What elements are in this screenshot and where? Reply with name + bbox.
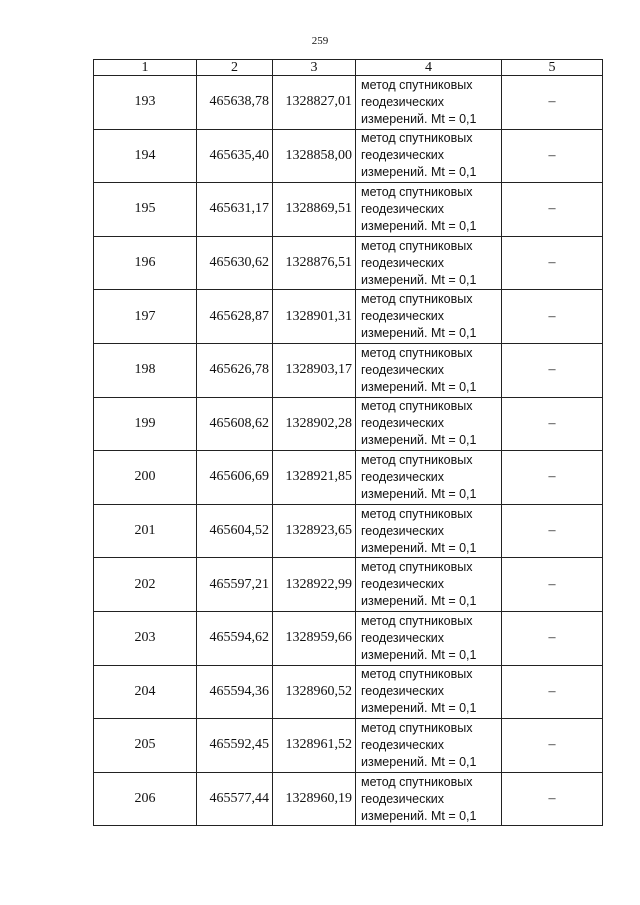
x-coordinate: 465608,62 [197,397,273,451]
method-line: измерений. Mt = 0,1 [361,379,477,394]
table-row [94,183,603,237]
method-description [356,129,502,183]
table-row [94,665,603,719]
note-cell: – [502,665,603,719]
point-number: 202 [94,558,197,612]
note-cell: – [502,397,603,451]
method-line: геодезических [361,523,445,538]
method-line: метод спутниковых [361,184,473,199]
method-description [356,343,502,397]
table-row [94,290,603,344]
method-line: измерений. Mt = 0,1 [361,647,477,662]
column-header-4: 4 [356,60,502,76]
method-line: метод спутниковых [361,345,473,360]
y-coordinate: 1328960,19 [273,772,356,826]
method-line: измерений. Mt = 0,1 [361,218,477,233]
x-coordinate: 465630,62 [197,236,273,290]
method-line: геодезических [361,94,445,109]
x-coordinate: 465592,45 [197,719,273,773]
table-row [94,236,603,290]
method-description [356,183,502,237]
method-line: геодезических [361,630,445,645]
x-coordinate: 465606,69 [197,451,273,505]
method-line: метод спутниковых [361,613,473,628]
method-line: метод спутниковых [361,399,473,414]
method-line: геодезических [361,309,445,324]
x-coordinate: 465638,78 [197,76,273,130]
method-line: метод спутниковых [361,292,473,307]
table-row [94,129,603,183]
table-body [94,76,603,826]
note-cell: – [502,451,603,505]
method-line: измерений. Mt = 0,1 [361,165,477,180]
y-coordinate: 1328876,51 [273,236,356,290]
note-cell: – [502,236,603,290]
note-cell: – [502,290,603,344]
x-coordinate: 465577,44 [197,772,273,826]
y-coordinate: 1328903,17 [273,343,356,397]
method-line: измерений. Mt = 0,1 [361,701,477,716]
table-row [94,451,603,505]
table-row [94,76,603,130]
method-line: измерений. Mt = 0,1 [361,754,477,769]
method-description [356,290,502,344]
x-coordinate: 465604,52 [197,504,273,558]
method-line: геодезических [361,469,445,484]
method-line: метод спутниковых [361,774,473,789]
point-number: 195 [94,183,197,237]
table-row [94,772,603,826]
y-coordinate: 1328902,28 [273,397,356,451]
point-number: 205 [94,719,197,773]
point-number: 194 [94,129,197,183]
point-number: 193 [94,76,197,130]
method-line: измерений. Mt = 0,1 [361,808,477,823]
coordinates-table [93,59,603,826]
method-line: геодезических [361,416,445,431]
method-line: геодезических [361,362,445,377]
point-number: 197 [94,290,197,344]
method-line: геодезических [361,737,445,752]
method-line: измерений. Mt = 0,1 [361,540,477,555]
y-coordinate: 1328901,31 [273,290,356,344]
method-line: метод спутниковых [361,506,473,521]
x-coordinate: 465626,78 [197,343,273,397]
y-coordinate: 1328960,52 [273,665,356,719]
x-coordinate: 465628,87 [197,290,273,344]
method-description [356,76,502,130]
method-line: метод спутниковых [361,452,473,467]
method-description [356,451,502,505]
y-coordinate: 1328923,65 [273,504,356,558]
method-description [356,504,502,558]
method-line: метод спутниковых [361,667,473,682]
method-line: измерений. Mt = 0,1 [361,111,477,126]
table-row [94,343,603,397]
method-description [356,558,502,612]
method-line: метод спутниковых [361,720,473,735]
method-description [356,236,502,290]
note-cell: – [502,504,603,558]
note-cell: – [502,343,603,397]
x-coordinate: 465631,17 [197,183,273,237]
y-coordinate: 1328858,00 [273,129,356,183]
method-line: измерений. Mt = 0,1 [361,486,477,501]
method-line: геодезических [361,577,445,592]
x-coordinate: 465635,40 [197,129,273,183]
method-line: геодезических [361,201,445,216]
point-number: 196 [94,236,197,290]
method-line: метод спутниковых [361,560,473,575]
y-coordinate: 1328922,99 [273,558,356,612]
x-coordinate: 465594,62 [197,611,273,665]
method-line: метод спутниковых [361,77,473,92]
note-cell: – [502,611,603,665]
y-coordinate: 1328961,52 [273,719,356,773]
method-line: измерений. Mt = 0,1 [361,326,477,341]
column-header-2: 2 [197,60,273,76]
note-cell: – [502,183,603,237]
method-line: метод спутниковых [361,238,473,253]
table-row [94,558,603,612]
page-number: 259 [311,35,329,47]
x-coordinate: 465597,21 [197,558,273,612]
point-number: 206 [94,772,197,826]
note-cell: – [502,129,603,183]
note-cell: – [502,558,603,612]
note-cell: – [502,772,603,826]
method-line: измерений. Mt = 0,1 [361,433,477,448]
method-line: метод спутниковых [361,131,473,146]
method-description [356,719,502,773]
point-number: 204 [94,665,197,719]
method-line: геодезических [361,684,445,699]
method-line: геодезических [361,148,445,163]
column-header-3: 3 [273,60,356,76]
column-header-5: 5 [502,60,603,76]
point-number: 201 [94,504,197,558]
note-cell: – [502,719,603,773]
table-row [94,504,603,558]
y-coordinate: 1328827,01 [273,76,356,130]
table-row [94,611,603,665]
point-number: 203 [94,611,197,665]
y-coordinate: 1328869,51 [273,183,356,237]
table-header-row [94,60,603,76]
x-coordinate: 465594,36 [197,665,273,719]
point-number: 199 [94,397,197,451]
method-line: геодезических [361,791,445,806]
method-description [356,665,502,719]
column-header-1: 1 [94,60,197,76]
method-description [356,611,502,665]
y-coordinate: 1328959,66 [273,611,356,665]
method-description [356,772,502,826]
table-row [94,719,603,773]
table-row [94,397,603,451]
method-description [356,397,502,451]
method-line: измерений. Mt = 0,1 [361,594,477,609]
y-coordinate: 1328921,85 [273,451,356,505]
point-number: 200 [94,451,197,505]
method-line: геодезических [361,255,445,270]
point-number: 198 [94,343,197,397]
note-cell: – [502,76,603,130]
method-line: измерений. Mt = 0,1 [361,272,477,287]
